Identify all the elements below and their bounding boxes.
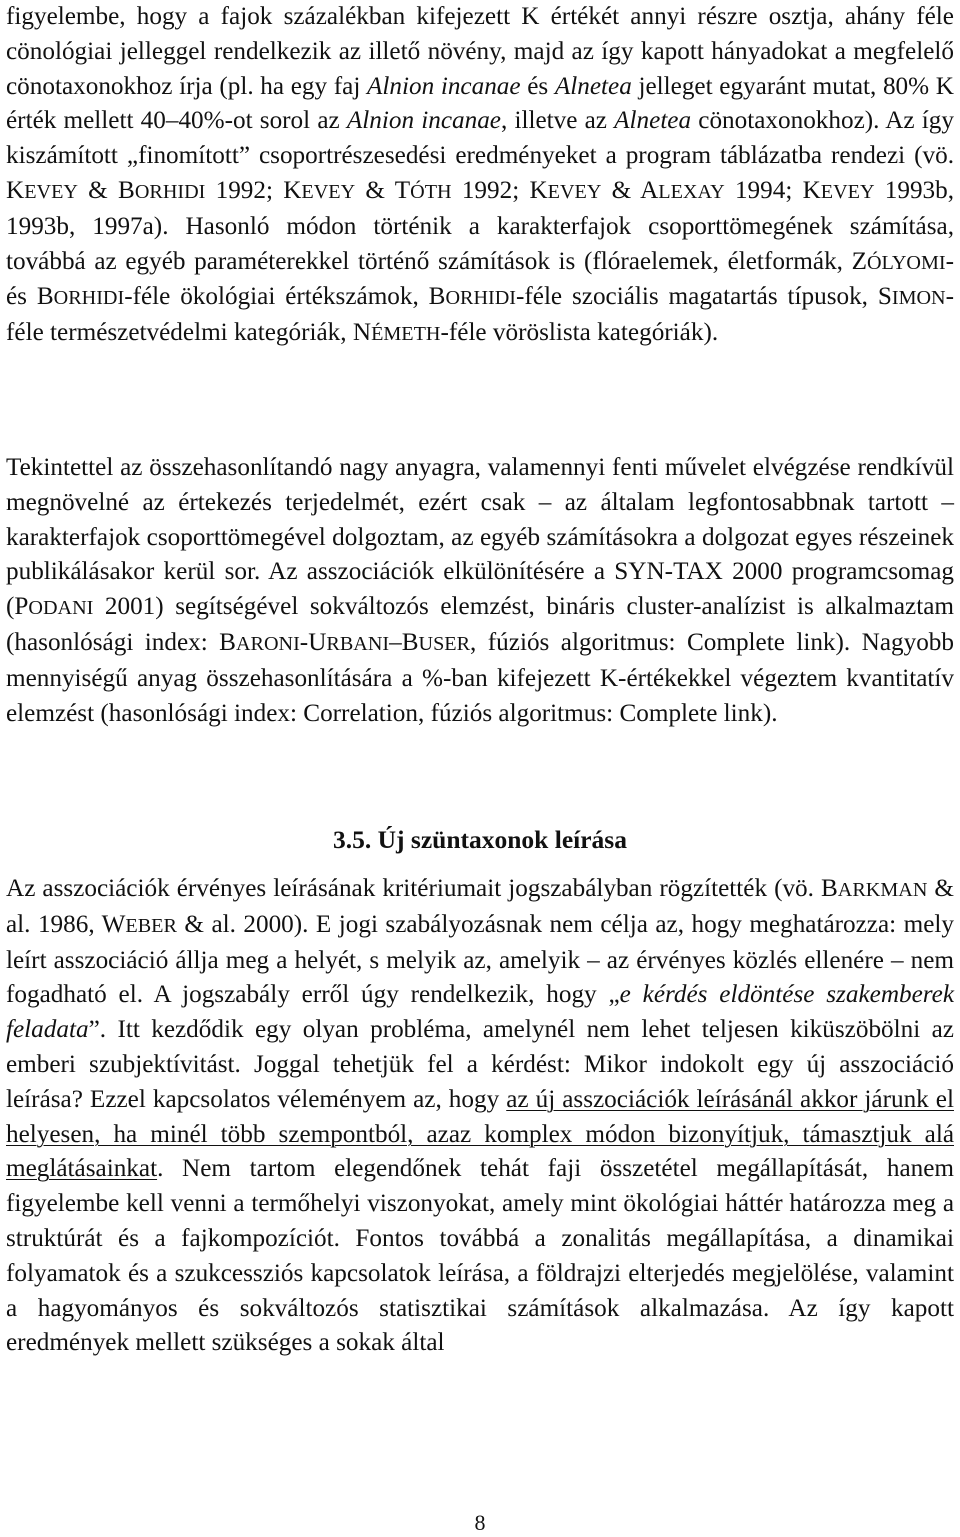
author-name: ALEXAY xyxy=(640,176,725,204)
text-run: -féle vöröslista kategóriák). xyxy=(440,319,719,347)
author-name: BARONI xyxy=(219,628,300,656)
text-run: 2001) segítségével sokváltozós elemzést, bináris cluster-analízist is alkalmaztam (hasonlósági index: xyxy=(6,593,954,656)
author-name: BUSER xyxy=(401,628,471,656)
underlined-statement: az új asszociációk leírásánál akkor járunk el helyesen, ha minél több szempontból, azaz komplex módon bizonyítjuk, támasztjuk alá meglátásainkat xyxy=(6,1085,954,1183)
author-name: ZÓLYOMI xyxy=(851,247,946,275)
text-run: , fúziós algoritmus: Complete link). Nagyobb mennyiségű anyag összehasonlítására a %-ban kifejezett K-értékekkel végeztem kvantitatív elemzést (hasonlósági index: Correlation, fúziós algoritmus: Complete link). xyxy=(6,628,954,727)
italic-quote: e kérdés eldöntése szakemberek feladata xyxy=(6,981,955,1044)
taxon-name: Alnion incanae xyxy=(346,107,501,135)
text-run: 1992; xyxy=(451,176,530,204)
author-name: KEVEY xyxy=(529,176,602,204)
text-run: -féle szociális magatartás típusok, xyxy=(515,283,878,311)
author-name: BORHIDI xyxy=(36,283,125,311)
paragraph-1 xyxy=(6,0,954,352)
section-heading: 3.5. Új szüntaxonok leírása xyxy=(333,825,627,854)
text-run: & xyxy=(77,176,119,204)
text-run: & al. 1986, xyxy=(6,875,954,938)
page-number: 8 xyxy=(474,1510,486,1535)
text-run: . Nem tartom elegendőnek tehát faji összetétel megállapítását, hanem figyelembe kell venni a termőhelyi viszonyokat, amely mint ökológiai háttér határozza meg a struktúrát és a fajkompozíciót. Fontos továbbá a zonalitás megállapítása, a dinamikai folyamatok és a szukcessziós kapcsolatok leírása, a földrajzi elterjedés megjelölése, valamint a hagyományos és sokváltozós statisztikai számítások alkalmazása. Az így kapott eredmények mellett szükséges a sokak által xyxy=(6,1155,954,1357)
author-name: BARKMAN xyxy=(820,875,928,902)
text-run: & xyxy=(355,176,395,204)
author-name: BORHIDI xyxy=(428,283,516,311)
text-run: és xyxy=(520,72,555,100)
author-name: KEVEY xyxy=(283,176,356,204)
author-name: PODANI xyxy=(14,593,94,621)
text-run: - és xyxy=(6,247,954,311)
taxon-name: Alnetea xyxy=(554,72,632,100)
author-name: WEBER xyxy=(101,910,177,938)
text-run: Az asszociációk érvényes leírásának kritériumait jogszabályban rögzítették (vö. xyxy=(6,875,821,902)
text-run: -féle természetvédelmi kategóriák, xyxy=(6,283,954,347)
text-run: 1994; xyxy=(724,176,803,204)
text-run: figyelembe, hogy a fajok százalékban kifejezett K értékét annyi részre osztja, ahány féle cönológiai jelleggel rendelkezik az illető növény, majd az így kapott hányadokat a megfelelő cönotaxonokhoz írja (pl. ha egy faj xyxy=(6,3,954,100)
text-run: & xyxy=(601,176,641,204)
text-run: - xyxy=(299,628,309,656)
paragraph-2 xyxy=(6,451,954,731)
text-run: -féle ökológiai értékszámok, xyxy=(124,283,429,311)
author-name: URBANI xyxy=(308,628,390,656)
taxon-name: Alnion incanae xyxy=(367,72,521,100)
text-run: Tekintettel az összehasonlítandó nagy anyagra, valamennyi fenti művelet elvégzése rendkívül megnövelné az értekezés terjedelmét, ezért csak – az általam legfontosabbnak tartott – karakterfajok csoporttömegével dolgoztam, az egyéb számításokra a dolgozat egyes részeinek publikálásakor kerül sor. Az asszociációk elkülönítésére a SYN-TAX 2000 programcsomag ( xyxy=(6,454,954,621)
author-name: NÉMETH xyxy=(352,319,441,347)
author-name: SIMON xyxy=(877,283,946,311)
author-name: KEVEY xyxy=(802,176,875,204)
text-run: jelleget egyaránt mutat, 80% K érték mellett 40–40%-ot sorol az xyxy=(6,72,954,135)
paragraph-3 xyxy=(6,872,954,1361)
text-run: , illetve az xyxy=(500,107,615,135)
author-name: TÓTH xyxy=(394,176,452,204)
text-run: ”. Itt kezdődik egy olyan probléma, amelynél nem lehet teljesen kiküszöbölni az emberi szubjektívitást. Joggal tehetjük fel a kérdést: Mikor indokolt egy új asszociáció leírása? Ezzel kapcsolatos véleményem az, hogy xyxy=(6,1016,954,1113)
author-name: BORHIDI xyxy=(118,176,206,204)
text-run: & al. 2000). E jogi szabályozásnak nem célja az, hogy meghatározza: mely leírt asszociáció állja meg a helyét, s melyik az, amelyik – az érvényes közlés ellenére – nem fogadható el. A jogszabály erről úgy rendelkezik, hogy „ xyxy=(6,910,954,1009)
text-run: – xyxy=(389,628,402,656)
taxon-name: Alnetea xyxy=(614,107,692,135)
text-run: cönotaxonokhoz). Az így kiszámított „finomított” csoportrészesedési eredményeket a program táblázatba rendezi (vö. xyxy=(6,107,954,170)
text-run: 1993b, 1993b, 1997a). Hasonló módon történik a karakterfajok csoporttömegének számítása, továbbá az egyéb paraméterekkel történő számítások is (flóraelemek, életformák, xyxy=(6,176,955,275)
text-run: 1992; xyxy=(205,176,284,204)
author-name: KEVEY xyxy=(6,176,78,204)
